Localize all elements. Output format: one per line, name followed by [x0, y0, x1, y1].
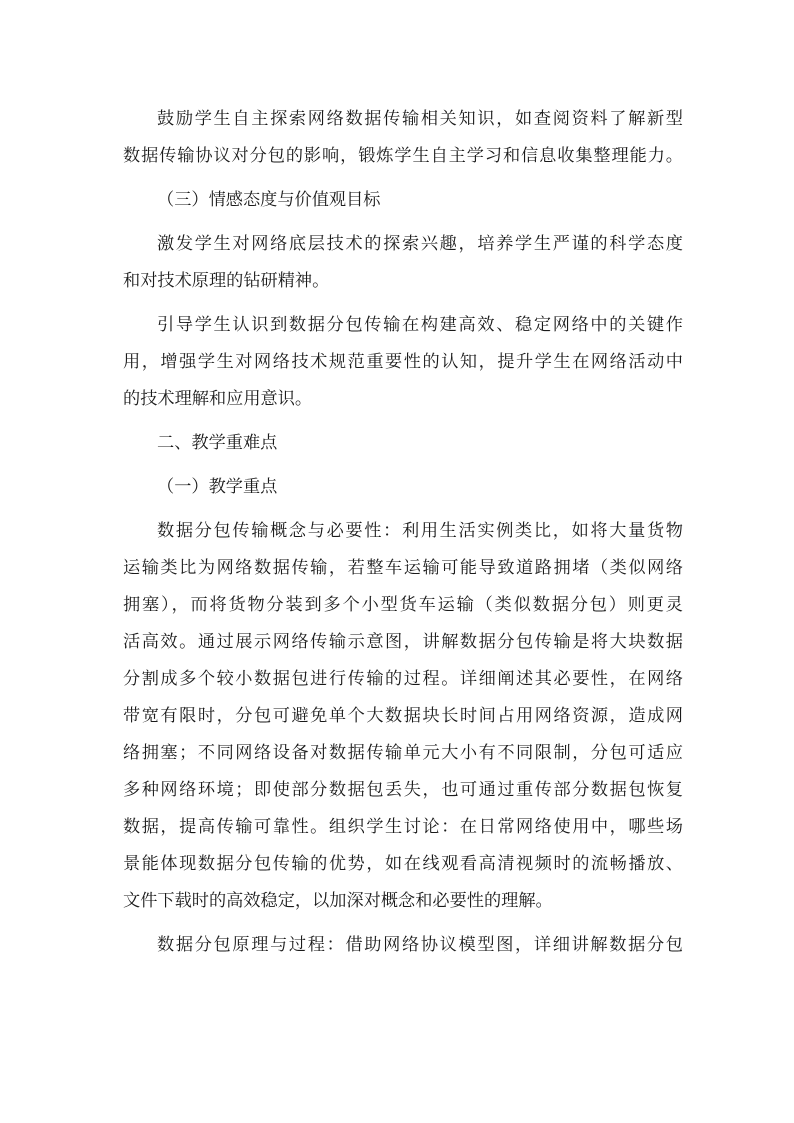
paragraph-line: 数据分包原理与过程：借助网络协议模型图，详细讲解数据分包 [157, 935, 683, 955]
paragraph-line: 引导学生认识到数据分包传输在构建高效、稳定网络中的关键作 [157, 315, 683, 335]
paragraph-line: 数据传输协议对分包的影响，锻炼学生自主学习和信息收集整理能力。 [123, 146, 683, 166]
paragraph-line: 用，增强学生对网络技术规范重要性的认知，提升学生在网络活动中 [123, 352, 683, 372]
paragraph-line: 多种网络环境；即使部分数据包丢失，也可通过重传部分数据包恢复 [123, 780, 683, 800]
paragraph-line: 景能体现数据分包传输的优势，如在线观看高清视频时的流畅播放、 [123, 854, 683, 874]
paragraph-line: 带宽有限时，分包可避免单个大数据块长时间占用网络资源，造成网 [123, 706, 683, 726]
paragraph-line: 数据，提高传输可靠性。组织学生讨论：在日常网络使用中，哪些场 [123, 817, 683, 837]
paragraph-line: 鼓励学生自主探索网络数据传输相关知识，如查阅资料了解新型 [157, 109, 683, 129]
paragraph-line: 文件下载时的高效稳定，以加深对概念和必要性的理解。 [123, 891, 553, 911]
paragraph-line: 络拥塞；不同网络设备对数据传输单元大小有不同限制，分包可适应 [123, 743, 683, 763]
paragraph-line: 运输类比为网络数据传输，若整车运输可能导致道路拥堵（类似网络 [123, 558, 683, 578]
section-heading: 二、教学重难点 [157, 433, 278, 453]
section-heading: （一）教学重点 [157, 477, 278, 497]
paragraph-line: 数据分包传输概念与必要性：利用生活实例类比，如将大量货物 [157, 521, 683, 541]
paragraph-line: 和对技术原理的钻研精神。 [123, 271, 330, 291]
paragraph-line: 的技术理解和应用意识。 [123, 389, 313, 409]
paragraph-line: 激发学生对网络底层技术的探索兴趣，培养学生严谨的科学态度 [157, 234, 683, 254]
paragraph-line: 活高效。通过展示网络传输示意图，讲解数据分包传输是将大块数据 [123, 632, 683, 652]
paragraph-line: 拥塞），而将货物分装到多个小型货车运输（类似数据分包）则更灵 [123, 595, 683, 615]
paragraph-line: 分割成多个较小数据包进行传输的过程。详细阐述其必要性，在网络 [123, 669, 683, 689]
section-heading: （三）情感态度与价值观目标 [157, 190, 381, 210]
